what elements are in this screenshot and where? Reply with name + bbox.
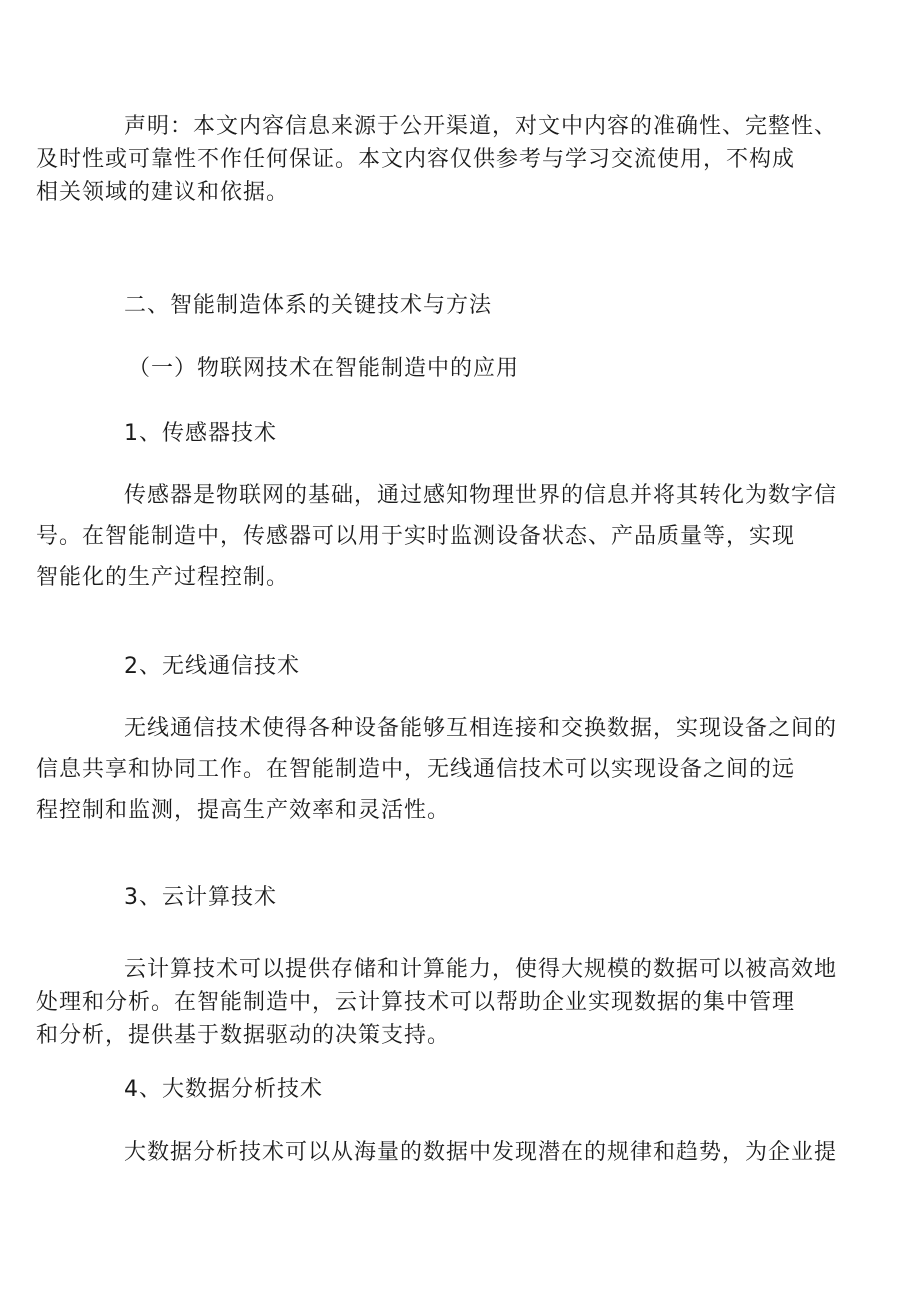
paragraph-line: 号。在智能制造中，传感器可以用于实时监测设备状态、产品质量等，实现 [36, 524, 796, 549]
item-heading-wireless: 2、无线通信技术 [124, 654, 300, 679]
disclaimer-line-1: 声明：本文内容信息来源于公开渠道，对文中内容的准确性、完整性、 [124, 114, 838, 139]
item-heading-bigdata: 4、大数据分析技术 [124, 1077, 323, 1102]
paragraph-line: 智能化的生产过程控制。 [36, 565, 290, 590]
disclaimer-line-3: 相关领域的建议和依据。 [36, 180, 290, 205]
subsection-title: （一）物联网技术在智能制造中的应用 [128, 356, 520, 381]
paragraph-line: 处理和分析。在智能制造中，云计算技术可以帮助企业实现数据的集中管理 [36, 990, 796, 1015]
item-heading-cloud: 3、云计算技术 [124, 885, 277, 910]
section-title: 二、智能制造体系的关键技术与方法 [124, 293, 493, 318]
paragraph-line: 无线通信技术使得各种设备能够互相连接和交换数据，实现设备之间的 [124, 716, 838, 741]
paragraph-line: 程控制和监测，提高生产效率和灵活性。 [36, 798, 451, 823]
paragraph-line: 信息共享和协同工作。在智能制造中，无线通信技术可以实现设备之间的远 [36, 757, 796, 782]
paragraph-line: 大数据分析技术可以从海量的数据中发现潜在的规律和趋势，为企业提 [124, 1140, 838, 1165]
item-heading-sensor: 1、传感器技术 [124, 421, 277, 446]
item-paragraph-sensor [36, 479, 840, 602]
disclaimer-paragraph [36, 110, 840, 209]
paragraph-line: 云计算技术可以提供存储和计算能力，使得大规模的数据可以被高效地 [124, 957, 838, 982]
disclaimer-line-2: 及时性或可靠性不作任何保证。本文内容仅供参考与学习交流使用，不构成 [36, 147, 796, 172]
paragraph-line: 传感器是物联网的基础，通过感知物理世界的信息并将其转化为数字信 [124, 483, 838, 508]
item-paragraph-cloud [36, 953, 840, 1052]
item-paragraph-wireless [36, 712, 840, 835]
item-paragraph-bigdata [80, 1136, 840, 1169]
paragraph-line: 和分析，提供基于数据驱动的决策支持。 [36, 1023, 451, 1048]
